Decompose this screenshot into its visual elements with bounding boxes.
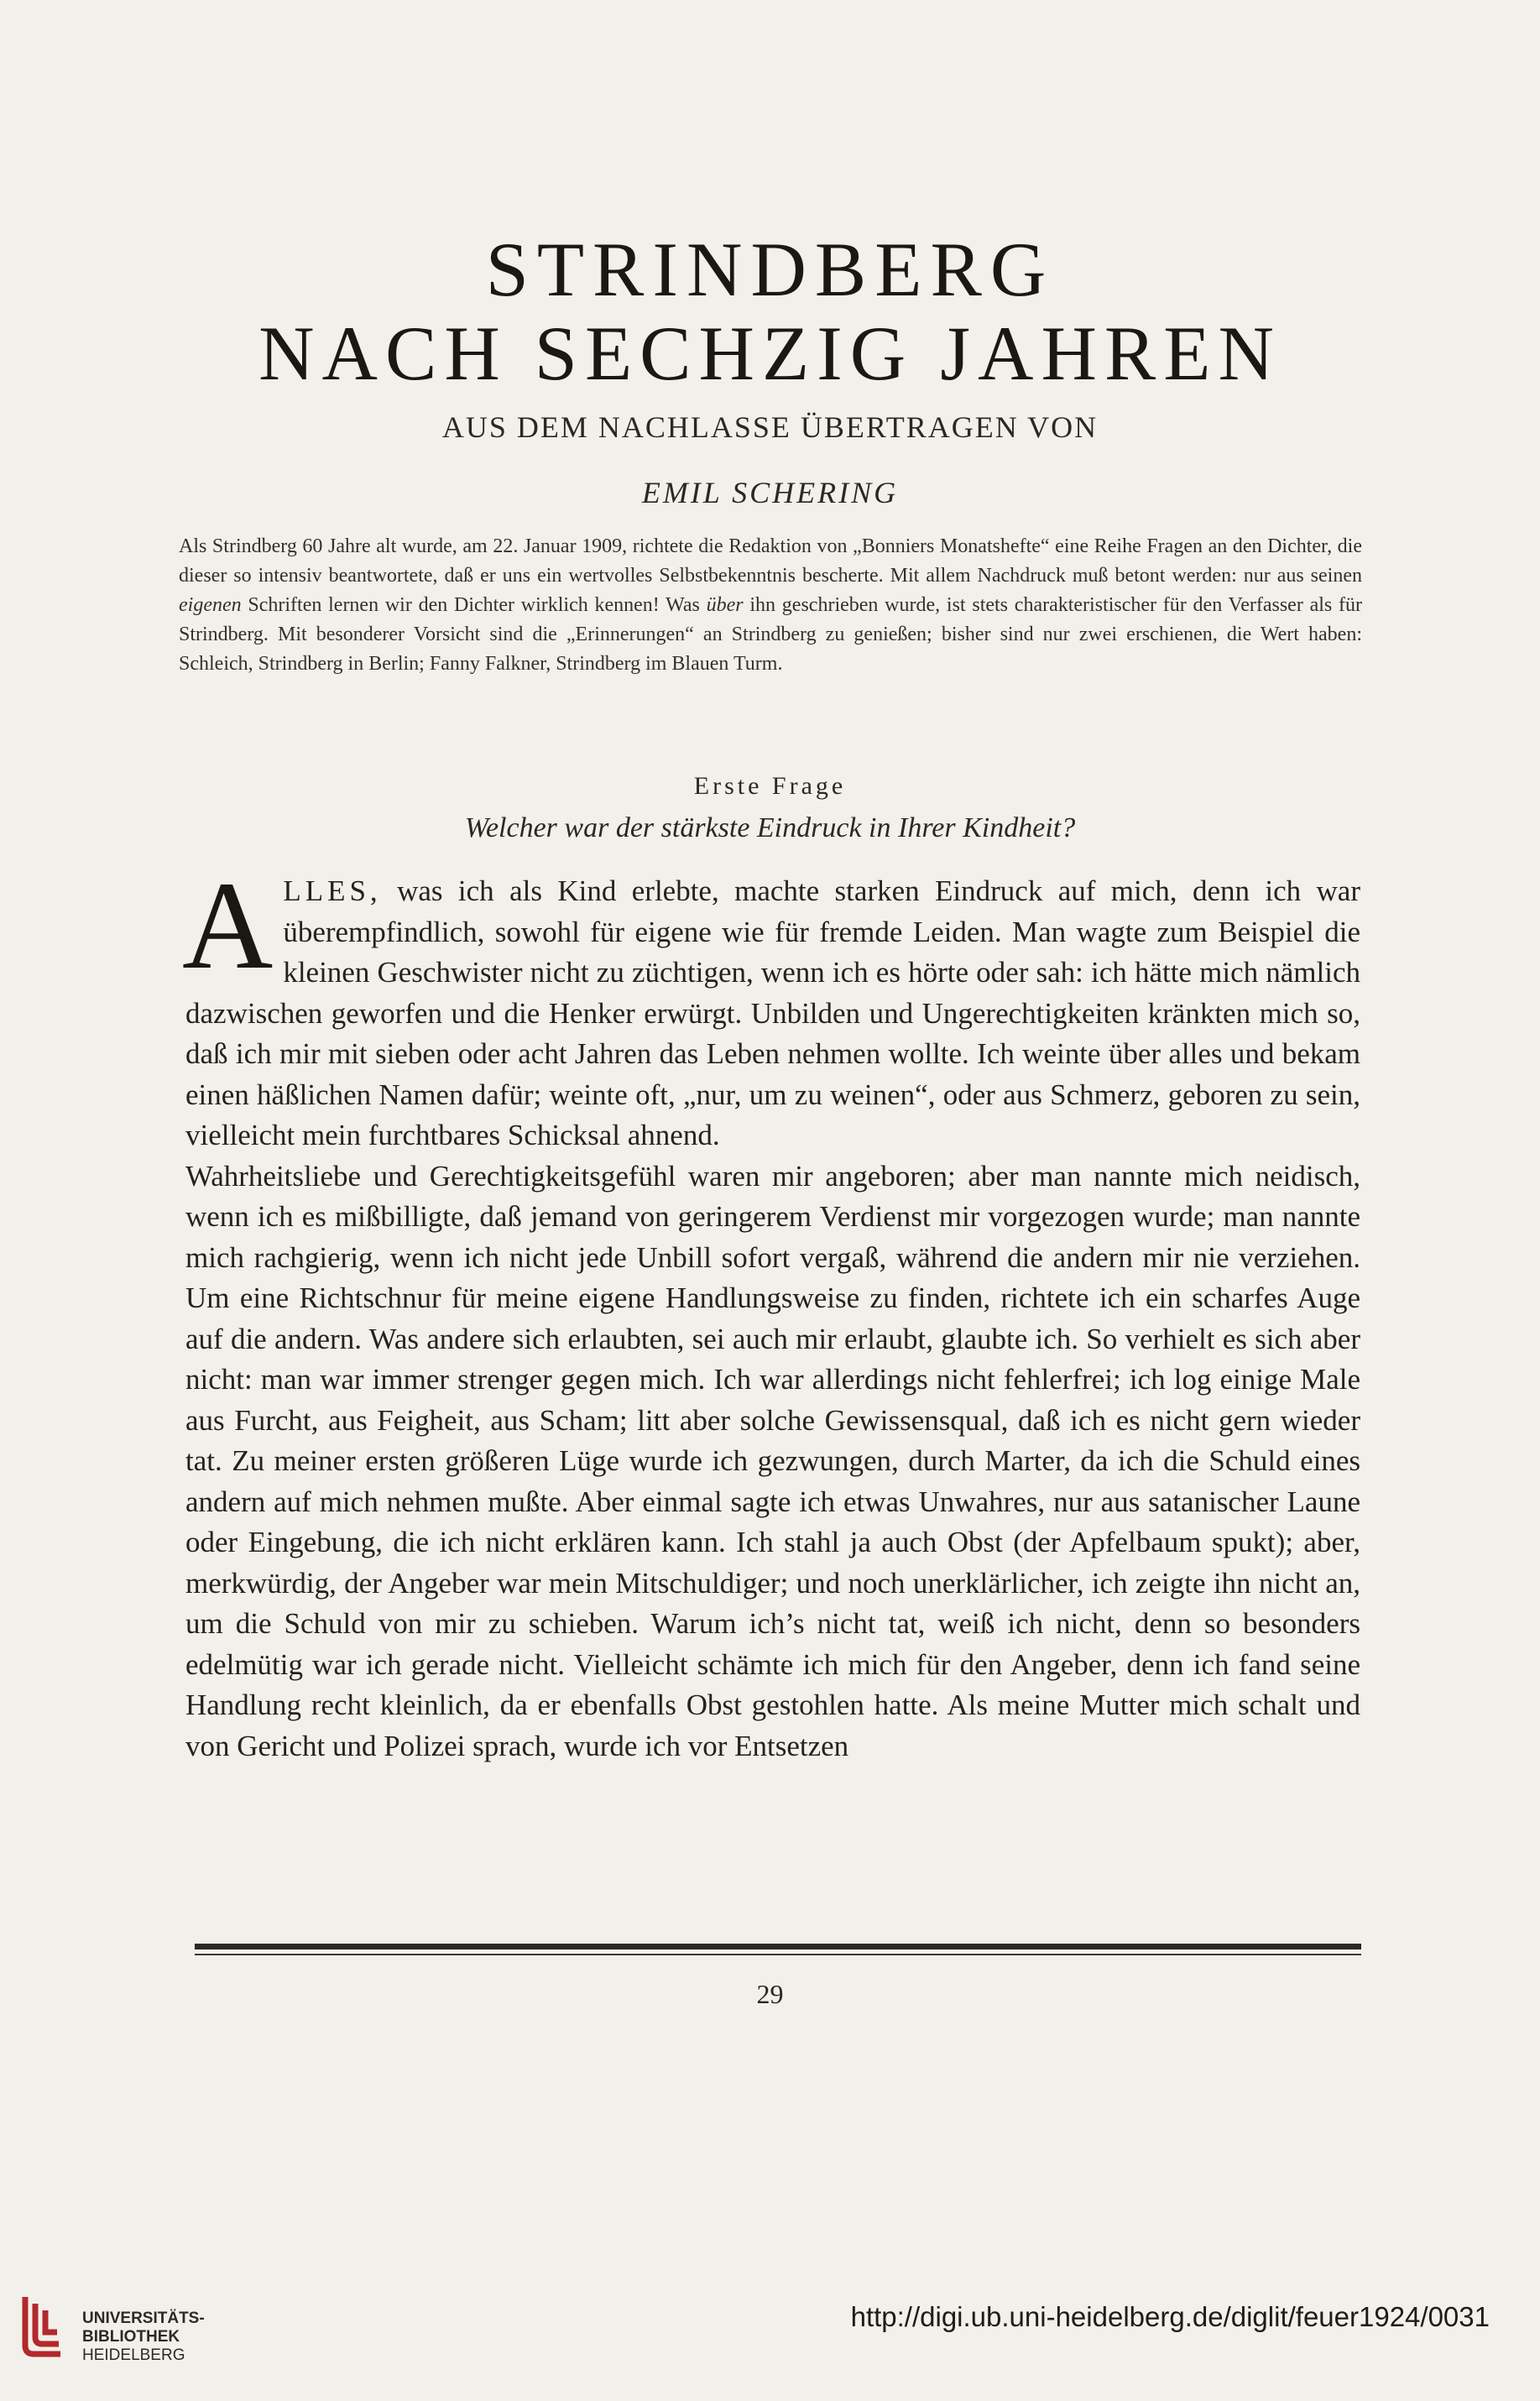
library-line-3: HEIDELBERG [82,2346,185,2364]
intro-emphasis-1: eigenen [179,594,242,616]
intro-paragraph [179,532,1362,679]
question-heading: Erste Frage [693,772,847,800]
intro-emphasis-2: über [706,594,744,616]
source-url-link[interactable]: http://digi.ub.uni-heidelberg.de/diglit/feuer1924/0031 [850,2301,1490,2332]
drop-cap: A [182,856,274,995]
page-number: 29 [756,1979,784,2009]
intro-text-3: ihn geschrieben wurde, ist stets charakteristischer für den Verfasser als für Strindberg. Mit besonderer Vorsicht sind die „Erinnerungen“ an Strindberg zu genießen; bisher sind nur zwei erschienen, die Wert haben: Schleich, Strindberg in Berlin; Fanny Falkner, Strindberg im Blauen Turm. [179,594,1362,675]
university-library-logo-icon [18,2294,67,2362]
library-name [82,2310,205,2365]
title-line-2: NACH SECHZIG JAHREN [258,311,1282,396]
intro-text-1: Als Strindberg 60 Jahre alt wurde, am 22. Januar 1909, richtete die Redaktion von „Bonniers Monatshefte“ eine Reihe Fragen an den Dichter, die dieser so intensiv beantwortete, daß er uns ein wertvolles Selbstbekenntnis bescherte. Mit allem Nachdruck muß betont werden: nur aus seinen [179,535,1362,587]
library-line-1: UNIVERSITÄTS- [82,2310,205,2327]
body-text [182,856,1360,1767]
title-line-1: STRINDBERG [485,227,1055,312]
lead-word: LLES, [283,874,382,907]
footer-rule-thin [195,1954,1361,1955]
subtitle: AUS DEM NACHLASSE ÜBERTRAGEN VON [441,410,1099,444]
footer-rule-thick [195,1944,1361,1950]
body-paragraph-2: Wahrheitsliebe und Gerechtigkeitsgefühl waren mir angeboren; aber man nannte mich neidisch, wenn ich es mißbilligte, daß jemand von geringerem Verdienst mir vorgezogen wurde; man nannte mich rachgierig, wenn ich nicht jede Unbill sofort vergaß, während die andern mir nie verziehen. Um eine Richtschnur für meine eigene Handlungsweise zu finden, richtete ich ein scharfes Auge auf die andern. Was andere sich erlaubten, sei auch mir erlaubt, glaubte ich. So verhielt es sich aber nicht: man war immer strenger gegen mich. Ich war allerdings nicht fehlerfrei; ich log einige Male aus Furcht, aus Feigheit, aus Scham; litt aber solche Gewissensqual, daß ich es nicht gern wieder tat. Zu meiner ersten größeren Lüge wurde ich gezwungen, durch Marter, da ich die Schuld eines andern auf mich nehmen mußte. Aber einmal sagte ich etwas Unwahres, nur aus satanischer Laune oder Eingebung, die ich nicht erklären kann. Ich stahl ja auch Obst (der Apfelbaum spukt); aber, merkwürdig, der Angeber war mein Mitschuldiger; und noch unerklärlicher, ich zeigte ihn nicht an, um die Schuld von mir zu schieben. Warum ich’s nicht tat, weiß ich nicht, denn so besonders edelmütig war ich gerade nicht. Vielleicht schämte ich mich für den Angeber, denn ich fand seine Handlung recht kleinlich, da er ebenfalls Obst gestohlen hatte. Als meine Mutter mich schalt und von Gericht und Polizei sprach, wurde ich vor Entsetzen [185,1159,1360,1762]
library-line-2: BIBLIOTHEK [82,2328,180,2346]
intro-text-2: Schriften lernen wir den Dichter wirklich kennen! Was [241,594,707,616]
paragraph-1-text: was ich als Kind erlebte, machte starken Eindruck auf mich, denn ich war überempfindlich, sowohl für eigene wie für fremde Leiden. Man wagte zum Beispiel die kleinen Geschwister nicht zu züchtigen, wenn ich es hörte oder sah: ich hätte mich nämlich dazwischen geworfen und die Henker erwürgt. Unbilden und Ungerechtigkeiten kränkten mich so, daß ich mir mit sieben oder acht Jahren das Leben nehmen wollte. Ich weinte über alles und bekam einen häßlichen Namen dafür; weinte oft, „nur, um zu weinen“, oder aus Schmerz, geboren zu sein, vielleicht mein furchtbares Schicksal ahnend. [185,874,1360,1151]
author-name: EMIL SCHERING [641,476,899,509]
question-text: Welcher war der stärkste Eindruck in Ihrer Kindheit? [464,812,1076,843]
body-paragraph-1 [182,856,1360,1156]
